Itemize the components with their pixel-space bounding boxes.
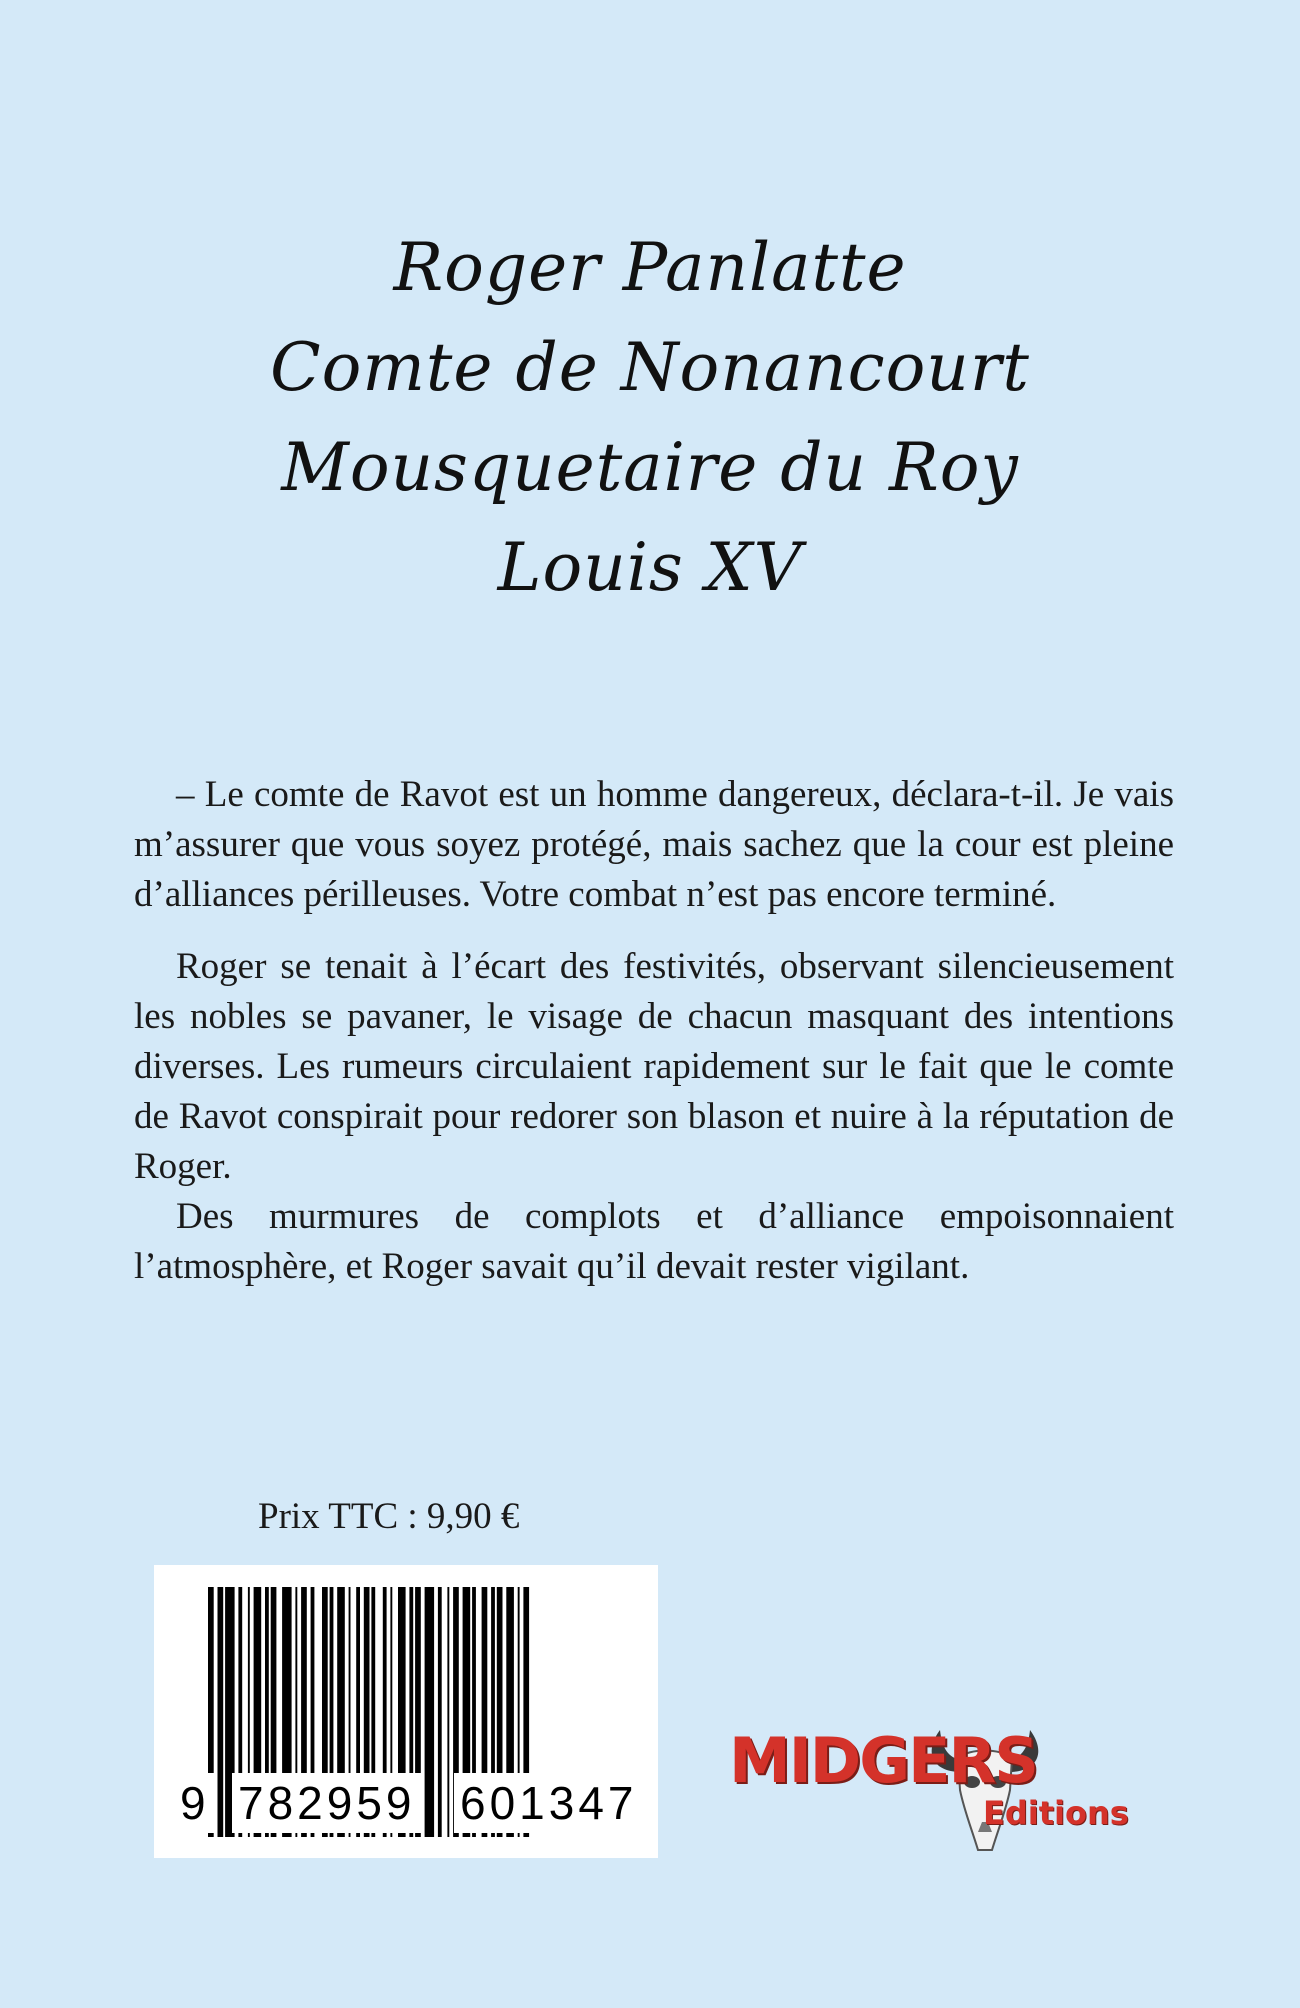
barcode-bar bbox=[447, 1587, 449, 1837]
publisher-name: MIDGERS bbox=[729, 1724, 1037, 1797]
title-line-rank: Comte de Nonancourt bbox=[270, 329, 1030, 406]
blurb-paragraph: Roger se tenait à l’écart des festivités, observant silencieusement les nobles se pavaner, le visage de chacun masquant des intentions diverses. Les rumeurs circulaient rapidement sur le fait que le comte de Ravot conspirait pour redorer son blason et nuire à la réputation de Roger. bbox=[134, 946, 1174, 1187]
publisher-logo bbox=[725, 1710, 1175, 1860]
publisher-subtitle: Editions bbox=[983, 1794, 1129, 1832]
barcode-bar bbox=[218, 1587, 224, 1837]
blurb-paragraph: – Le comte de Ravot est un homme dangereux, déclara-t-il. Je vais m’assurer que vous soyez protégé, mais sachez que la cour est pleine d’alliances périlleuses. Votre combat n’est pas encore terminé. bbox=[134, 774, 1174, 915]
isbn-digit-first: 9 bbox=[174, 1773, 216, 1833]
price-label: Prix TTC : 9,90 € bbox=[258, 1496, 520, 1537]
isbn-barcode bbox=[154, 1565, 658, 1858]
blurb bbox=[134, 770, 1174, 1314]
blurb-paragraph: Des murmures de complots et d’alliance empoisonnaient l’atmosphère, et Roger savait qu’il devait rester vigilant. bbox=[134, 1196, 1174, 1287]
isbn-digits-left: 782959 bbox=[232, 1773, 422, 1833]
title-line-king: Louis XV bbox=[497, 529, 803, 606]
title-line-author: Roger Panlatte bbox=[393, 229, 907, 306]
isbn-digits-right: 601347 bbox=[454, 1773, 644, 1833]
barcode-bar bbox=[425, 1587, 435, 1837]
book-title bbox=[0, 218, 1300, 618]
barcode-bar bbox=[438, 1587, 442, 1837]
title-line-office: Mousquetaire du Roy bbox=[281, 429, 1019, 506]
